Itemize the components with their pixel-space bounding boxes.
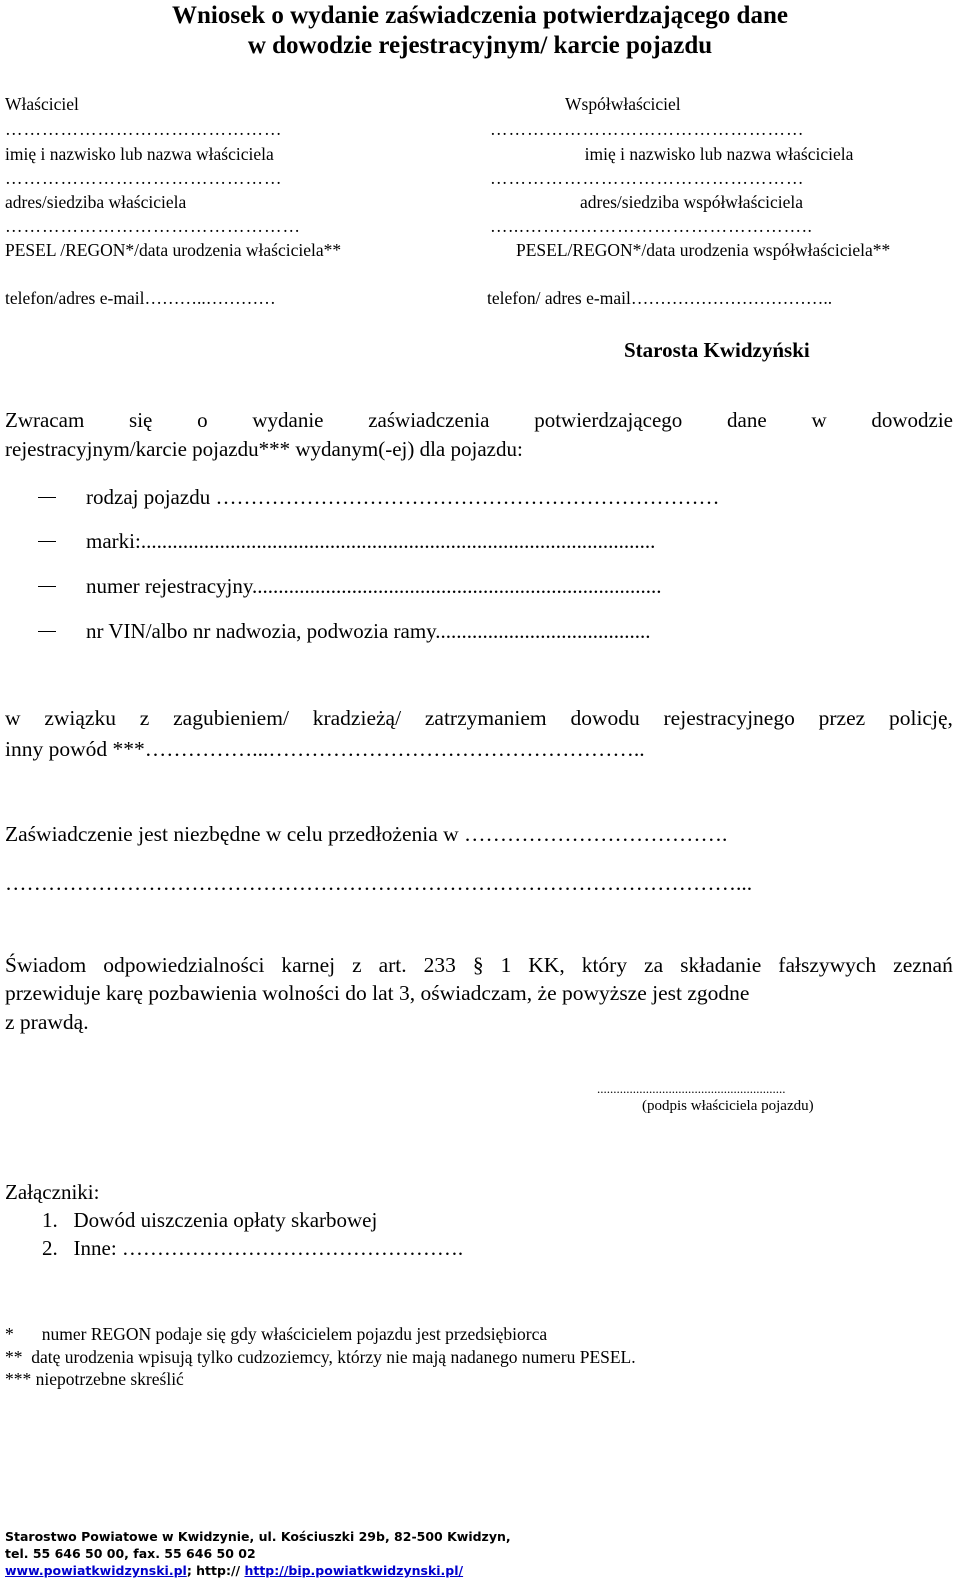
request-word: wydanie [252,408,324,432]
declaration-word: zeznań [893,953,953,977]
reason-line1 [5,706,953,731]
vehicle-type-field[interactable] [38,485,719,510]
reason-word: kradzieżą/ [312,706,402,730]
declaration-line3: z prawdą. [5,1010,89,1034]
request-word: się [129,408,153,432]
vehicle-make-text: marki:.................................................................................................. [86,529,656,553]
reason-word: z [139,706,150,730]
vin-field[interactable] [38,619,651,644]
reason-word: zagubieniem/ [173,706,289,730]
registration-number-field[interactable] [38,574,661,599]
vehicle-make-field[interactable] [38,529,655,554]
note-birthdate: ** datę urodzenia wpisują tylko cudzoziemcy, którzy nie mają nadanego numeru PESEL. [5,1347,636,1367]
declaration-word: karnej [281,953,336,977]
note-regon: * numer REGON podaje się gdy właścicielem pojazdu jest przedsiębiorca [5,1324,548,1344]
reason-word: zatrzymaniem [424,706,547,730]
bip-link[interactable]: http://bip.powiatkwidzynski.pl/ [244,1563,464,1578]
purpose-line1[interactable]: Zaświadczenie jest niezbędne w celu przedłożenia w ………………………………. [5,822,728,846]
declaration-word: art. [378,953,407,977]
coowner-heading: Współwłaściciel [565,94,681,114]
vin-text: nr VIN/albo nr nadwozia, podwozia ramy......................................... [86,619,651,643]
request-word: potwierdzającego [534,408,683,432]
declaration-line1 [5,953,953,978]
owner-heading: Właściciel [5,94,79,114]
signature-label: (podpis właściciela pojazdu) [642,1098,814,1114]
document-title-line1: Wniosek o wydanie zaświadczenia potwierdzającego dane [172,2,788,29]
signature-field[interactable]: .......................................................... [597,1081,786,1096]
addressee: Starosta Kwidzyński [624,338,810,362]
declaration-word: z [352,953,362,977]
request-word: o [197,408,208,432]
reason-word: dowodu [570,706,640,730]
owner-address-field[interactable]: ……………………………………… [5,168,283,188]
declaration-word: Świadom [5,953,87,977]
reason-word: w [5,706,21,730]
list-dash [38,631,56,632]
request-word: w [811,408,827,432]
list-dash [38,586,56,587]
owner-name-label: imię i nazwisko lub nazwa właściciela [5,144,274,164]
declaration-word: KK, [528,953,565,977]
reason-other-field[interactable]: inny powód ***……………...…………………………………………….. [5,737,645,761]
owner-pesel-label: PESEL /REGON*/data urodzenia właściciela** [5,240,342,260]
reason-word: związku [44,706,116,730]
declaration-word: fałszywych [778,953,877,977]
declaration-word: który [581,953,628,977]
footer-phone: tel. 55 646 50 00, fax. 55 646 50 02 [5,1546,256,1561]
request-word: dowodzie [871,408,953,432]
website-link[interactable]: www.powiatkwidzynski.pl [5,1563,187,1578]
declaration-line2: przewiduje karę pozbawienia wolności do lat 3, oświadczam, że powyższe jest zgodne [5,981,750,1005]
request-line1 [5,408,953,433]
list-dash [38,541,56,542]
owner-name-field[interactable]: ……………………………………… [5,119,283,139]
attachment-item-1: 1. Dowód uiszczenia opłaty skarbowej [42,1208,378,1232]
declaration-word: składanie [680,953,762,977]
declaration-word: 233 [423,953,456,977]
coowner-address-label: adres/siedziba współwłaściciela [580,192,804,212]
declaration-word: § [472,953,484,977]
footer-address: Starostwo Powiatowe w Kwidzynie, ul. Kościuszki 29b, 82-500 Kwidzyn, [5,1529,511,1544]
declaration-word: 1 [500,953,512,977]
registration-number-text: numer rejestracyjny.............................................................................. [86,574,662,598]
document-title-line2: w dowodzie rejestracyjnym/ karcie pojazdu [247,32,713,59]
footer-links: www.powiatkwidzynski.pl; http:// http://bip.powiatkwidzynski.pl/ [5,1563,464,1578]
coowner-name-field[interactable]: …………………………………………… [490,119,805,139]
request-word: dane [727,408,767,432]
reason-word: rejestracyjnego [663,706,795,730]
declaration-word: za [644,953,664,977]
request-line2: rejestracyjnym/karcie pojazdu*** wydanym(-ej) dla pojazdu: [5,437,523,461]
attachments-heading: Załączniki: [5,1180,100,1204]
request-word: zaświadczenia [368,408,490,432]
purpose-line2[interactable]: …………………………………………………………………………………………... [5,871,753,895]
coowner-name-label: imię i nazwisko lub nazwa właściciela [584,144,854,164]
owner-contact-field[interactable]: telefon/adres e-mail………..………… [5,288,276,308]
reason-word: przez [818,706,866,730]
attachment-item-2[interactable]: 2. Inne: …………………………………………. [42,1236,464,1260]
owner-pesel-field[interactable]: ………………………………………… [5,216,301,236]
vehicle-type-text: rodzaj pojazdu ……………………………………………………………… [86,485,720,509]
request-word: Zwracam [5,408,85,432]
coowner-address-field[interactable]: …………………………………………… [490,168,805,188]
note-strike: *** niepotrzebne skreślić [5,1369,184,1389]
owner-address-label: adres/siedziba właściciela [5,192,187,212]
coowner-pesel-label: PESEL/REGON*/data urodzenia współwłaściciela** [516,240,891,260]
reason-word: policję, [888,706,953,730]
list-dash [38,497,56,498]
coowner-pesel-field[interactable]: …...……………………………………….. [490,216,813,236]
declaration-word: odpowiedzialności [103,953,265,977]
coowner-contact-field[interactable]: telefon/ adres e-mail…………………………….. [487,288,833,308]
